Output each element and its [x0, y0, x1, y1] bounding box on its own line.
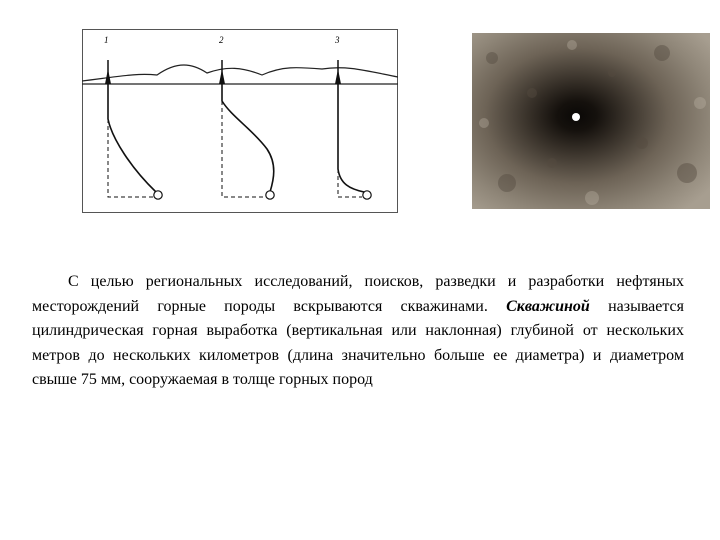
target-icon — [266, 191, 274, 199]
light-spot — [572, 113, 580, 121]
borehole-photo — [472, 33, 710, 209]
paragraph-definition: называется цилиндрическая горная выработка (вертикальная или наклонная) глубиной от нескольких метров до нескольких километров (длина значительно больше ее диаметра) и диаметром свыше 75 мм, сооружаемая в толще горных пород — [32, 297, 685, 388]
well-label-3: 3 — [335, 35, 340, 45]
description-paragraph — [32, 270, 684, 393]
well-diagram — [82, 29, 398, 213]
target-icon — [363, 191, 371, 199]
well-label-1: 1 — [104, 35, 109, 45]
paragraph-intro: С целью региональных исследований, поисков, разведки и разработки нефтяных месторождений горные породы вскрываются скважинами. — [32, 273, 684, 315]
target-icon — [154, 191, 162, 199]
well-label-2: 2 — [219, 35, 224, 45]
term-well: Скважиной — [506, 297, 590, 315]
